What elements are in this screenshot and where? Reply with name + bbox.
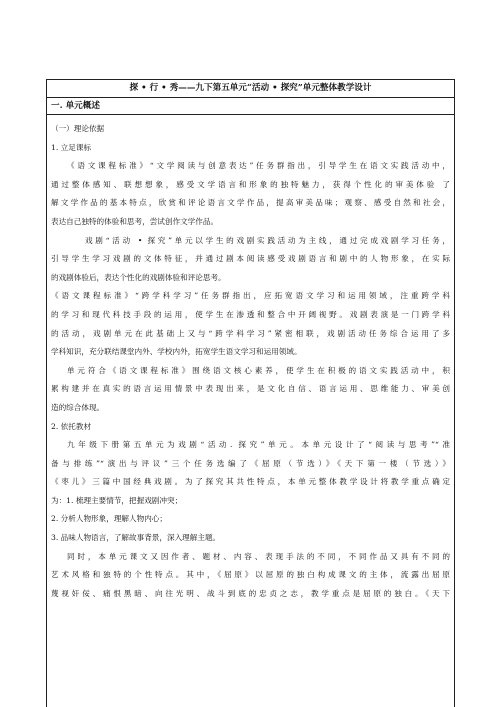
text-line: 通过整体感知、联想想象，感受文学语言和形象的独特魅力，获得个性化的审美体验 了 (51, 179, 450, 189)
text-line: 艺术风格和独特的个性特点。其中，《屈原》以屈原的独白构成课文的主体，流露出屈原 (51, 570, 450, 580)
text-line: 九年级下册第五单元为戏剧“活动. 探究”单元。本单元设计了“阅读与思考”“准 (67, 440, 450, 450)
overview-body (47, 115, 454, 603)
text-line: 学科知识，充分联结课堂内外、学校内外，拓宽学生语文学习和运用领域。 (51, 347, 302, 357)
text-line: 累构建并在真实的语言运用情景中表现出来，是文化自信、语言运用、思维能力、审美创 (51, 384, 450, 394)
text-line: 《枣儿》三篇中国经典戏剧。为了探究其共性特点，本单元整体教学设计将教学重点确定 (51, 477, 450, 487)
text-line: 造的综合体现。 (51, 402, 105, 412)
text-line: 表达自己独特的体验和思考，尝试创作文学作品。 (51, 216, 219, 226)
text-line: 引导学生学习戏剧的文体特征，并通过剧本阅读感受戏剧语言和剧中的人物形象，在实际 (51, 254, 450, 264)
subheading-textbook: 2. 依托教材 (51, 421, 92, 431)
list-item: 3. 品味人物语言，了解故事背景，深入理解主题。 (51, 533, 221, 543)
text-line: 的学习和现代科技手段的运用，使学生在渗透和整合中开阔视野。戏剧表演是一门跨学科 (51, 309, 450, 319)
design-table (46, 79, 455, 707)
text-line: 备与排练”“演出与评议”三个任务选编了《屈原（节选）》《天下第一楼（节选）》 (51, 458, 450, 468)
text-line: 的戏剧体验后，表达个性化的戏剧体验和评论思考。 (51, 272, 226, 282)
text-line: 蔑视奸佞、痛恨黑暗、向往光明、战斗到底的忠贞之志，教学重点是屈原的独白。《天下 (51, 588, 450, 598)
section-heading: 一. 单元概述 (47, 98, 454, 115)
subheading-curriculum: 1. 立足课标 (51, 142, 92, 152)
text-line: 戏剧“活动 • 探究”单元以学生的戏剧实践活动为主线，通过完成戏剧学习任务， (85, 235, 450, 245)
text-line: 解文学作品的基本特点，欣赏和评论语言文学作品，提高审美品味；观察、感受自然和社会， (51, 198, 450, 208)
list-item: 为：1. 梳理主要情节，把握戏剧冲突； (51, 495, 183, 505)
text-line: 《语文课程标准》“文学阅读与创意表达”任务群指出，引导学生在语文实践活动中， (67, 161, 450, 171)
list-item: 2. 分析人物形象，理解人物内心； (51, 514, 167, 524)
text-line: 同时，本单元课文又因作者、题材、内容、表现手法的不同，不同作品又具有不同的 (67, 551, 450, 561)
text-line: 《语文课程标准》“跨学科学习”任务群指出，应拓宽语文学习和运用领域，注重跨学科 (51, 291, 450, 301)
text-line: 的活动，戏剧单元在此基础上又与“跨学科学习”紧密相联，戏剧活动任务综合运用了多 (51, 328, 450, 338)
text-line: 单元符合《语文课程标准》围绕语文核心素养，使学生在积极的语文实践活动中，积 (67, 365, 450, 375)
subheading-theory: （一）理论依据 (51, 124, 105, 133)
document-title: 探 • 行 • 秀——九下第五单元“活动 • 探究”单元整体教学设计 (47, 80, 454, 98)
